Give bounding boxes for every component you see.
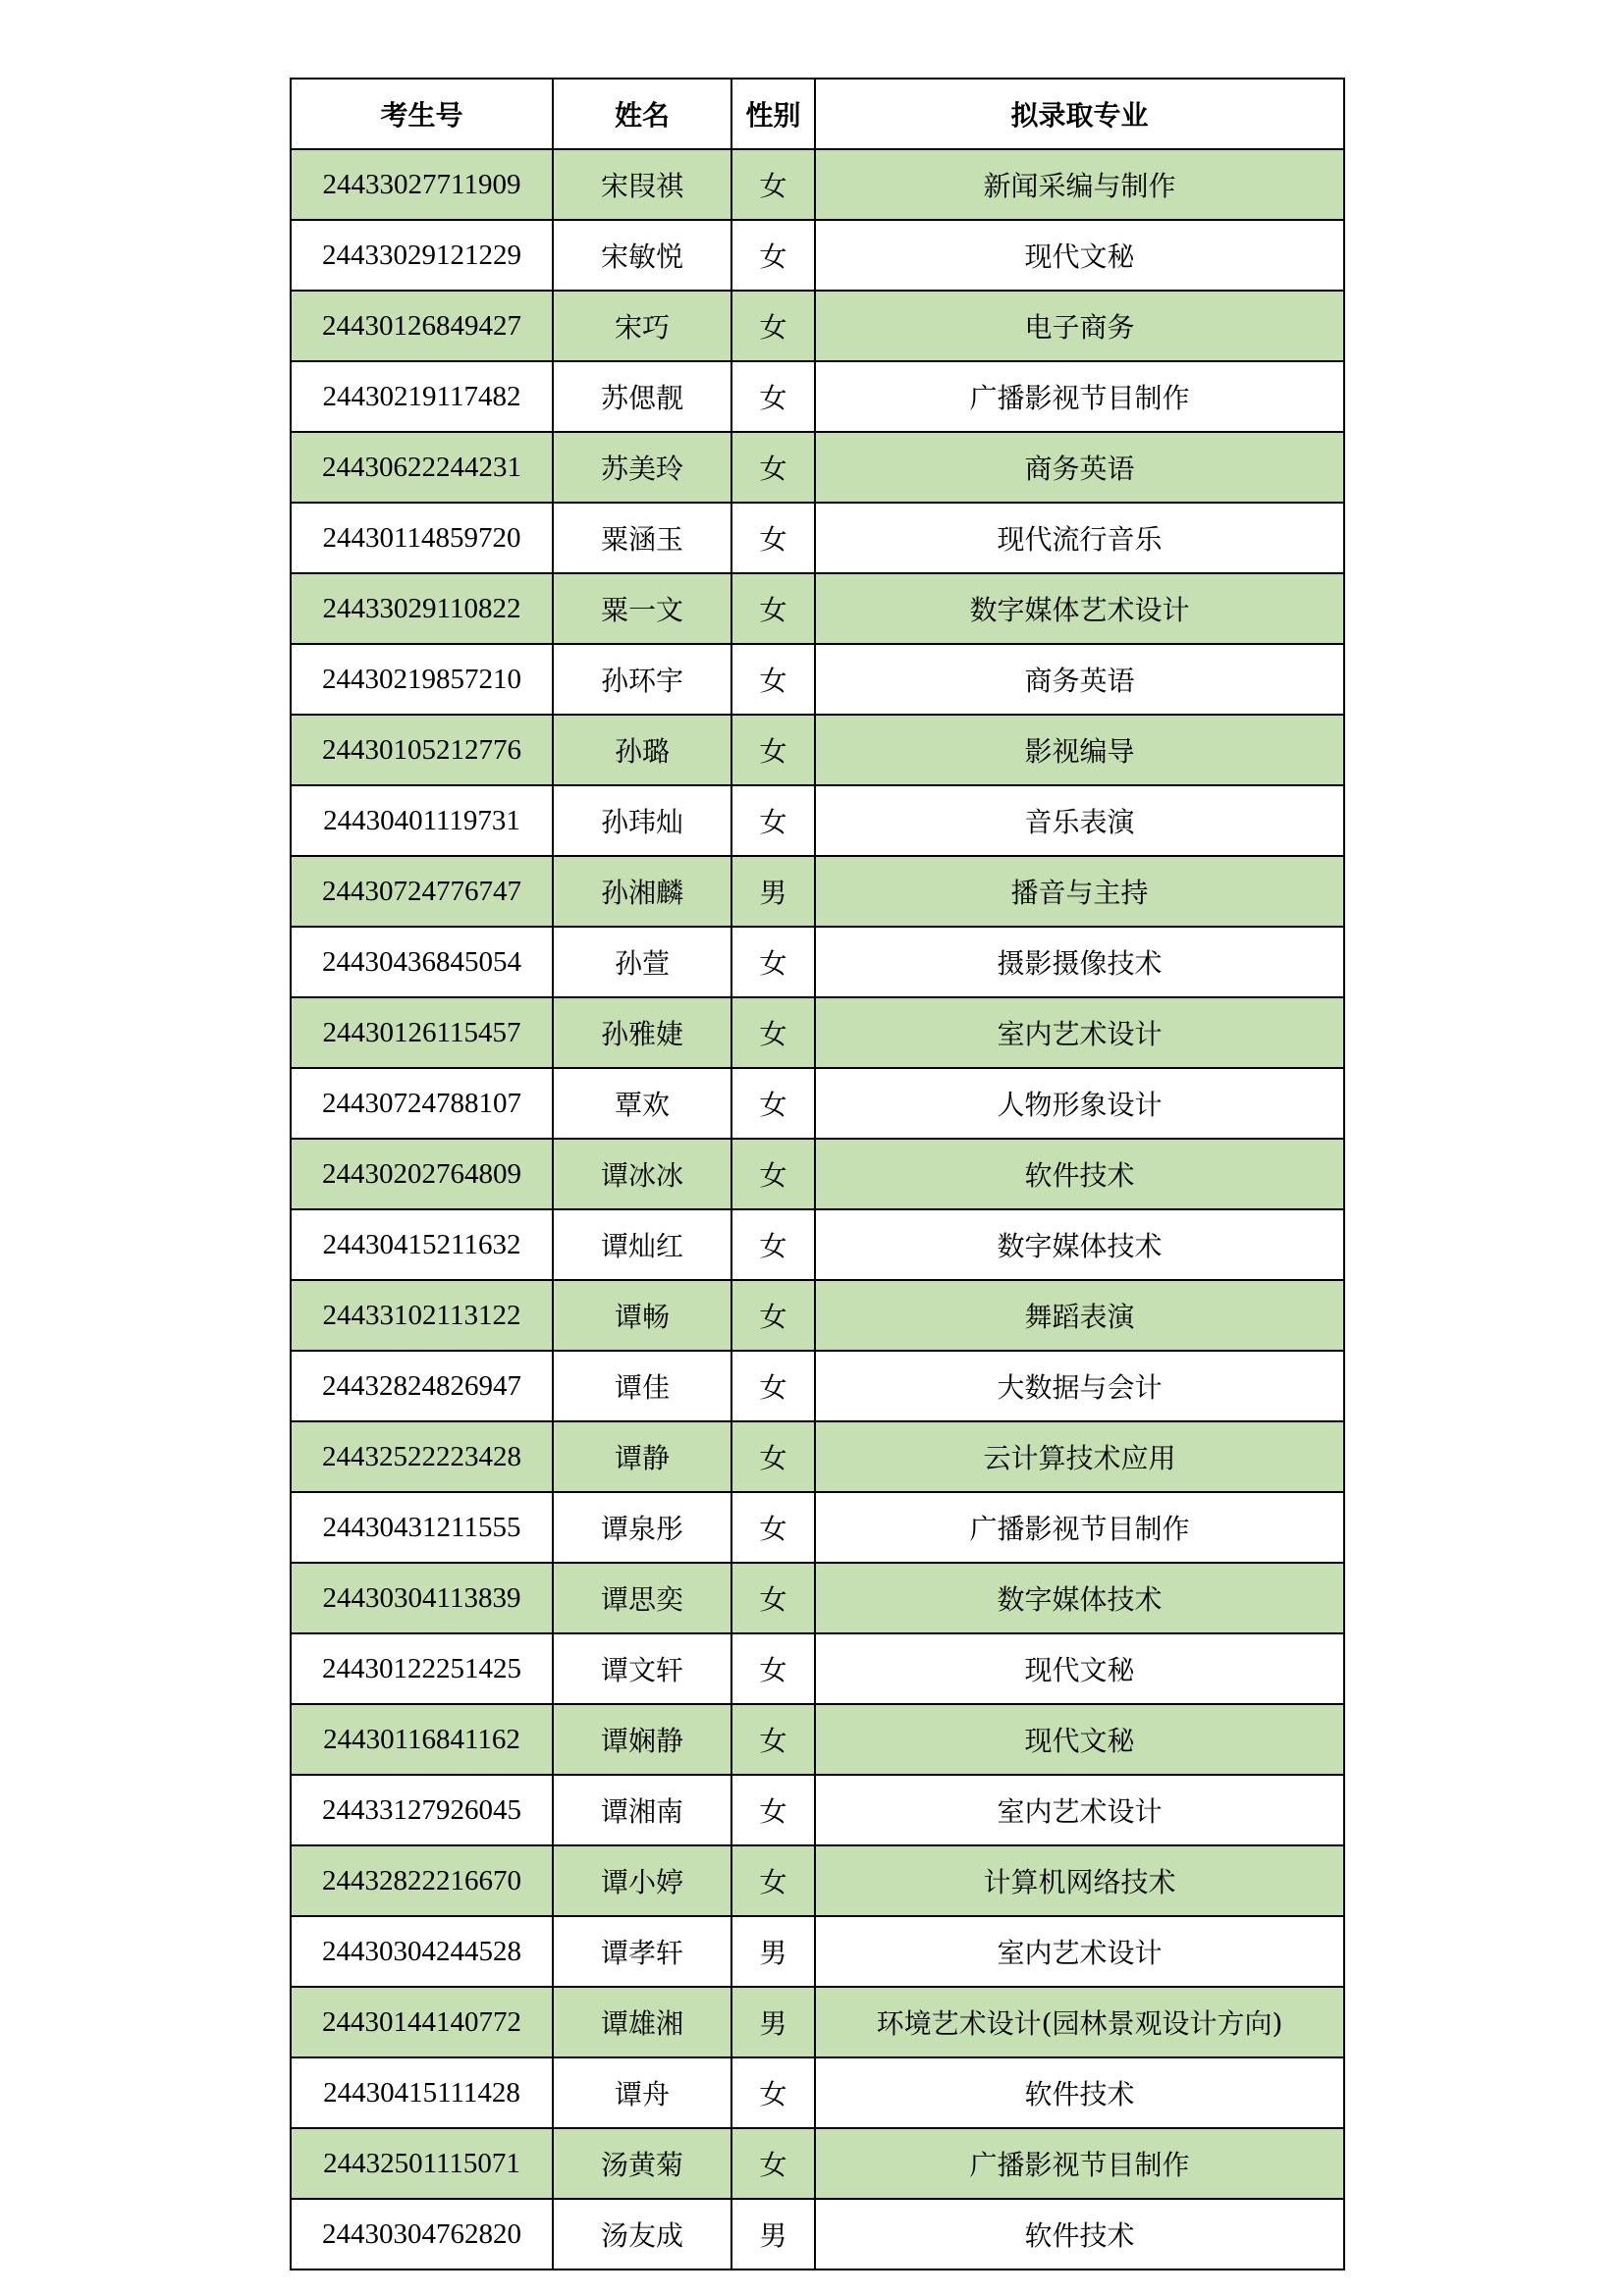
cell-major: 商务英语 [815,644,1344,715]
cell-name: 谭泉彤 [553,1492,731,1563]
cell-name: 汤黄菊 [553,2128,731,2199]
cell-candidate-id: 24430105212776 [291,715,553,785]
cell-name: 谭佳 [553,1351,731,1421]
cell-name: 宋巧 [553,291,731,361]
cell-major: 现代文秘 [815,1633,1344,1704]
cell-name: 谭娴静 [553,1704,731,1775]
cell-candidate-id: 24433102113122 [291,1280,553,1351]
cell-gender: 男 [731,1916,815,1987]
cell-name: 孙雅婕 [553,997,731,1068]
table-row [291,856,1344,927]
header-major: 拟录取专业 [815,79,1344,149]
cell-major: 数字媒体技术 [815,1563,1344,1633]
table-row [291,361,1344,432]
cell-candidate-id: 24430415111428 [291,2057,553,2128]
table-row [291,997,1344,1068]
cell-candidate-id: 24430724788107 [291,1068,553,1139]
table-row [291,2128,1344,2199]
cell-candidate-id: 24432501115071 [291,2128,553,2199]
table-header-row [291,79,1344,149]
cell-name: 谭湘南 [553,1775,731,1845]
cell-gender: 女 [731,1633,815,1704]
cell-major: 数字媒体艺术设计 [815,573,1344,644]
admission-list-table [290,78,1345,2270]
table-row [291,715,1344,785]
cell-gender: 女 [731,291,815,361]
cell-major: 人物形象设计 [815,1068,1344,1139]
cell-major: 大数据与会计 [815,1351,1344,1421]
cell-gender: 女 [731,1139,815,1209]
cell-candidate-id: 24430202764809 [291,1139,553,1209]
table-row [291,2199,1344,2269]
cell-gender: 女 [731,2057,815,2128]
cell-major: 播音与主持 [815,856,1344,927]
cell-name: 谭畅 [553,1280,731,1351]
cell-major: 电子商务 [815,291,1344,361]
cell-candidate-id: 24430144140772 [291,1987,553,2057]
cell-candidate-id: 24433127926045 [291,1775,553,1845]
cell-gender: 男 [731,856,815,927]
cell-major: 新闻采编与制作 [815,149,1344,220]
cell-candidate-id: 24430415211632 [291,1209,553,1280]
table-row [291,927,1344,997]
cell-name: 苏偲靓 [553,361,731,432]
cell-major: 云计算技术应用 [815,1421,1344,1492]
cell-name: 孙环宇 [553,644,731,715]
cell-gender: 女 [731,1351,815,1421]
cell-candidate-id: 24430304244528 [291,1916,553,1987]
table-row [291,1845,1344,1916]
cell-major: 环境艺术设计(园林景观设计方向) [815,1987,1344,2057]
table-row [291,291,1344,361]
cell-gender: 女 [731,1845,815,1916]
cell-candidate-id: 24430126115457 [291,997,553,1068]
cell-name: 孙湘麟 [553,856,731,927]
cell-gender: 女 [731,1421,815,1492]
cell-name: 孙璐 [553,715,731,785]
table-row [291,1775,1344,1845]
table-row [291,432,1344,503]
table-row [291,1209,1344,1280]
cell-major: 商务英语 [815,432,1344,503]
cell-name: 谭舟 [553,2057,731,2128]
cell-major: 室内艺术设计 [815,1775,1344,1845]
table-row [291,2057,1344,2128]
cell-gender: 女 [731,715,815,785]
cell-gender: 女 [731,220,815,291]
cell-candidate-id: 24430122251425 [291,1633,553,1704]
cell-major: 现代流行音乐 [815,503,1344,573]
cell-gender: 女 [731,1492,815,1563]
cell-major: 计算机网络技术 [815,1845,1344,1916]
cell-candidate-id: 24432522223428 [291,1421,553,1492]
table-body [291,149,1344,2269]
cell-name: 孙玮灿 [553,785,731,856]
cell-major: 摄影摄像技术 [815,927,1344,997]
header-candidate-id: 考生号 [291,79,553,149]
cell-gender: 女 [731,432,815,503]
cell-major: 音乐表演 [815,785,1344,856]
cell-candidate-id: 24430114859720 [291,503,553,573]
table-row [291,573,1344,644]
table-row [291,1563,1344,1633]
cell-candidate-id: 24432822216670 [291,1845,553,1916]
cell-gender: 女 [731,644,815,715]
cell-name: 谭思奕 [553,1563,731,1633]
cell-candidate-id: 24430116841162 [291,1704,553,1775]
cell-candidate-id: 24430219117482 [291,361,553,432]
cell-name: 粟一文 [553,573,731,644]
cell-gender: 女 [731,573,815,644]
cell-gender: 女 [731,1704,815,1775]
cell-gender: 女 [731,1209,815,1280]
cell-major: 数字媒体技术 [815,1209,1344,1280]
cell-major: 软件技术 [815,1139,1344,1209]
cell-candidate-id: 24430304762820 [291,2199,553,2269]
table-row [291,644,1344,715]
table-row [291,149,1344,220]
cell-gender: 女 [731,1068,815,1139]
cell-gender: 女 [731,997,815,1068]
cell-gender: 女 [731,785,815,856]
cell-candidate-id: 24430436845054 [291,927,553,997]
cell-major: 室内艺术设计 [815,1916,1344,1987]
table-row [291,1068,1344,1139]
cell-major: 影视编导 [815,715,1344,785]
cell-name: 汤友成 [553,2199,731,2269]
cell-name: 覃欢 [553,1068,731,1139]
table-row [291,1351,1344,1421]
table-row [291,1704,1344,1775]
cell-gender: 男 [731,1987,815,2057]
cell-candidate-id: 24430431211555 [291,1492,553,1563]
cell-name: 谭小婷 [553,1845,731,1916]
table-row [291,1916,1344,1987]
cell-gender: 女 [731,149,815,220]
cell-major: 软件技术 [815,2199,1344,2269]
cell-major: 广播影视节目制作 [815,2128,1344,2199]
cell-candidate-id: 24432824826947 [291,1351,553,1421]
cell-candidate-id: 24430304113839 [291,1563,553,1633]
cell-candidate-id: 24430126849427 [291,291,553,361]
table-row [291,1280,1344,1351]
table-row [291,1633,1344,1704]
cell-name: 谭灿红 [553,1209,731,1280]
cell-gender: 女 [731,503,815,573]
cell-name: 粟涵玉 [553,503,731,573]
table-row [291,1987,1344,2057]
cell-name: 谭雄湘 [553,1987,731,2057]
table-row [291,785,1344,856]
cell-gender: 女 [731,1563,815,1633]
cell-gender: 男 [731,2199,815,2269]
cell-gender: 女 [731,361,815,432]
cell-candidate-id: 24433027711909 [291,149,553,220]
cell-gender: 女 [731,927,815,997]
cell-candidate-id: 24430401119731 [291,785,553,856]
cell-candidate-id: 24430622244231 [291,432,553,503]
cell-major: 软件技术 [815,2057,1344,2128]
header-name: 姓名 [553,79,731,149]
cell-candidate-id: 24430219857210 [291,644,553,715]
table-row [291,220,1344,291]
cell-name: 谭冰冰 [553,1139,731,1209]
cell-name: 谭静 [553,1421,731,1492]
cell-name: 宋叚祺 [553,149,731,220]
cell-name: 谭文轩 [553,1633,731,1704]
cell-major: 现代文秘 [815,1704,1344,1775]
table-row [291,1492,1344,1563]
cell-gender: 女 [731,2128,815,2199]
cell-major: 广播影视节目制作 [815,361,1344,432]
table-row [291,503,1344,573]
cell-major: 室内艺术设计 [815,997,1344,1068]
cell-name: 宋敏悦 [553,220,731,291]
cell-name: 孙萱 [553,927,731,997]
cell-major: 现代文秘 [815,220,1344,291]
cell-candidate-id: 24430724776747 [291,856,553,927]
cell-name: 苏美玲 [553,432,731,503]
cell-gender: 女 [731,1280,815,1351]
cell-candidate-id: 24433029121229 [291,220,553,291]
table-row [291,1139,1344,1209]
cell-name: 谭孝轩 [553,1916,731,1987]
cell-gender: 女 [731,1775,815,1845]
cell-major: 广播影视节目制作 [815,1492,1344,1563]
header-gender: 性别 [731,79,815,149]
cell-major: 舞蹈表演 [815,1280,1344,1351]
cell-candidate-id: 24433029110822 [291,573,553,644]
table-row [291,1421,1344,1492]
